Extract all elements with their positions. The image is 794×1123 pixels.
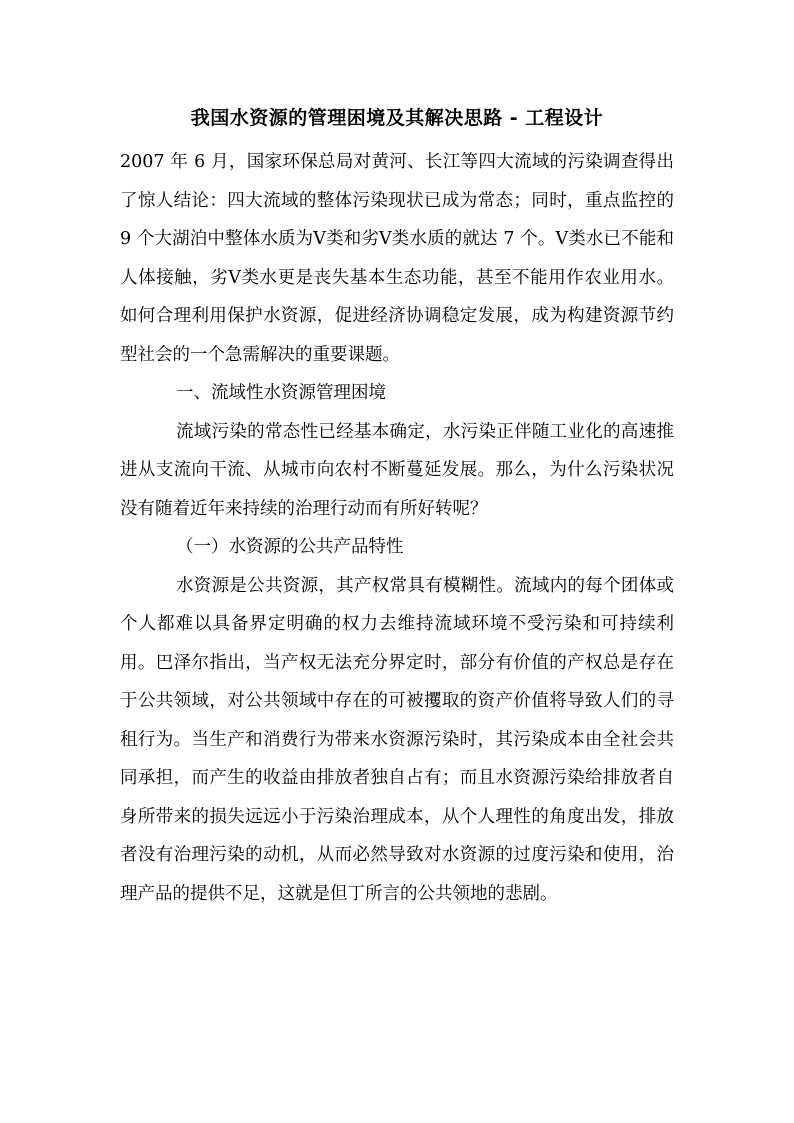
document-title: 我国水资源的管理困境及其解决思路 - 工程设计 — [190, 107, 604, 129]
subsection-heading-1: （一）水资源的公共产品特性 — [176, 537, 404, 557]
paragraph-subsection-1: 水资源是公共资源，其产权常具有模糊性。流域内的每个团体或个人都难以具备界定明确的权力去维持流域环境不受污染和可持续利用。巴泽尔指出，当产权无法充分界定时，部分有价值的产权总是存在于公共领域，对公共领域中存在的可被攫取的资产价值将导致人们的寻租行为。当生产和消费行为带来水资源污染时，其污染成本由全社会共同承担，而产生的收益由排放者独自占有；而且水资源污染给排放者自身所带来的损失远远小于污染治理成本，从个人理性的角度出发，排放者没有治理污染的动机，从而必然导致对水资源的过度污染和使用，治理产品的提供不足，这就是但丁所言的公共领地的悲剧。 — [120, 575, 674, 904]
section-heading-1: 一、流域性水资源管理困境 — [176, 383, 386, 403]
paragraph-section-1: 流域污染的常态性已经基本确定，水污染正伴随工业化的高速推进从支流向干流、从城市向农村不断蔓延发展。那么，为什么污染状况没有随着近年来持续的治理行动而有所好转呢？ — [120, 421, 674, 519]
paragraph-intro: 2007 年 6 月，国家环保总局对黄河、长江等四大流域的污染调查得出了惊人结论：四大流域的整体污染现状已成为常态；同时，重点监控的 9 个大湖泊中整体水质为Ⅴ类和劣Ⅴ类水质的就达 7 个。Ⅴ类水已不能和人体接触，劣Ⅴ类水更是丧失基本生态功能，甚至不能用作农业用水。如何合理利用保护水资源，促进经济协调稳定发展，成为构建资源节约型社会的一个急需解决的重要课题。 — [120, 152, 674, 365]
document-body — [120, 143, 674, 913]
